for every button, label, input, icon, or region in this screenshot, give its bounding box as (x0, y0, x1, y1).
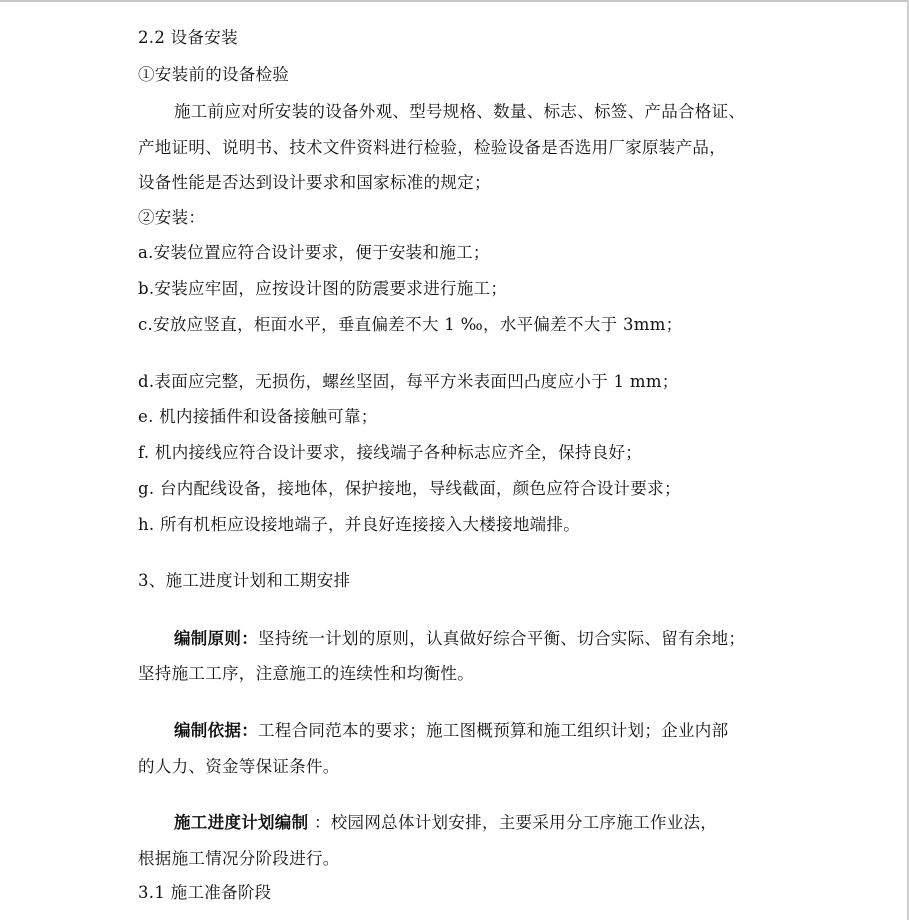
basis-line-2: 的人力、资金等保证条件。 (138, 757, 340, 776)
principle-label: 编制原则： (174, 629, 258, 648)
basis-line-1 (174, 720, 728, 742)
schedule-line-2: 根据施工情况分阶段进行。 (138, 849, 340, 868)
basis-text: 工程合同范本的要求；施工图概预算和施工组织计划；企业内部 (258, 721, 729, 740)
section-2-2-heading: 2.2 设备安装 (138, 28, 238, 47)
schedule-line-1 (174, 812, 717, 834)
list-item-c: c.安放应竖直，柜面水平，垂直偏差不大 1 ‰，水平偏差不大于 3mm； (138, 315, 683, 334)
section-3-heading: 3、施工进度计划和工期安排 (138, 571, 351, 590)
list-item-f: f. 机内接线应符合设计要求，接线端子各种标志应齐全，保持良好； (138, 443, 643, 462)
list-item-g: g. 台内配线设备，接地体，保护接地，导线截面，颜色应符合设计要求； (138, 479, 681, 498)
principle-line-1 (174, 628, 745, 650)
list-item-d: d.表面应完整，无损伤，螺丝坚固，每平方米表面凹凸度应小于 1 mm； (138, 372, 679, 391)
principle-line-2: 坚持施工工序，注意施工的连续性和均衡性。 (138, 664, 474, 683)
item-2-title: ②安装： (138, 208, 206, 227)
list-item-a: a.安装位置应符合设计要求，便于安装和施工； (138, 243, 490, 262)
principle-text: 坚持统一计划的原则，认真做好综合平衡、切合实际、留有余地； (258, 629, 746, 648)
list-item-e: e. 机内接插件和设备接触可靠； (138, 407, 378, 426)
list-item-b: b.安装应牢固，应按设计图的防震要求进行施工； (138, 279, 508, 298)
paragraph-1-line-2: 产地证明、说明书、技术文件资料进行检验，检验设备是否选用厂家原装产品， (138, 138, 726, 157)
page-top-border (0, 0, 909, 2)
paragraph-1-line-3: 设备性能是否达到设计要求和国家标准的规定； (138, 173, 491, 192)
list-item-h: h. 所有机柜应设接地端子，并良好连接接入大楼接地端排。 (138, 515, 581, 534)
paragraph-1-line-1: 施工前应对所安装的设备外观、型号规格、数量、标志、标签、产品合格证、 (174, 102, 746, 121)
section-3-1-heading: 3.1 施工准备阶段 (138, 883, 272, 902)
item-1-title: ①安装前的设备检验 (138, 65, 290, 84)
schedule-text: ：校园网总体计划安排，主要采用分工序施工作业法， (308, 813, 718, 832)
schedule-label: 施工进度计划编制 (174, 813, 309, 832)
basis-label: 编制依据： (174, 721, 258, 740)
